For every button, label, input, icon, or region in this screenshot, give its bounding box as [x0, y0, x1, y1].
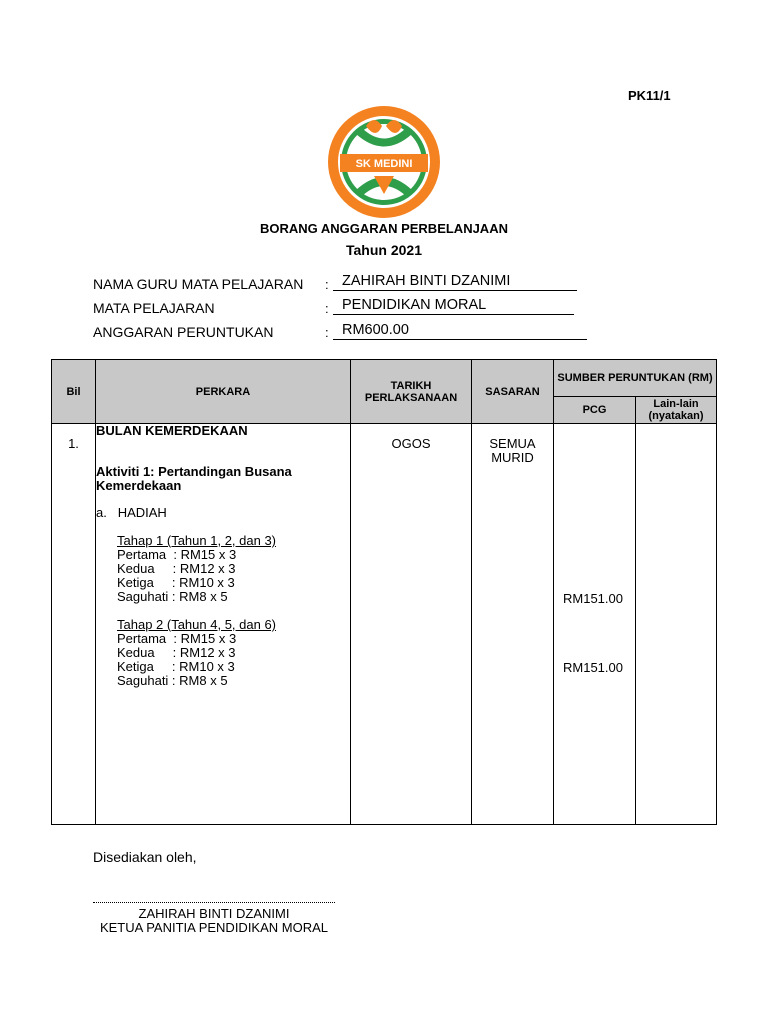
subject-colon: :	[325, 301, 329, 316]
prize-line: Pertama : RM15 x 3	[117, 547, 237, 562]
signatory-position: KETUA PANITIA PENDIDIKAN MORAL	[99, 920, 329, 935]
header-bil: Bil	[52, 360, 96, 424]
activity-title: Aktiviti 1: Pertandingan Busana Kemerdekaan	[96, 464, 292, 493]
row-sasaran: SEMUA MURID	[489, 436, 536, 465]
prepared-by-label: Disediakan oleh,	[93, 849, 197, 865]
tier-2	[96, 618, 350, 688]
tier-title: Tahap 1 (Tahun 1, 2, dan 3)	[117, 533, 277, 548]
header-tarikh: TARIKH PERLAKSANAAN	[351, 360, 472, 424]
prize-line: Saguhati : RM8 x 5	[117, 673, 228, 688]
header-sasaran: SASARAN	[472, 360, 554, 424]
form-year: Tahun 2021	[346, 242, 422, 258]
budget-label: ANGGARAN PERUNTUKAN	[93, 324, 274, 340]
sub-item-label: HADIAH	[117, 505, 167, 520]
row-bil: 1.	[68, 436, 79, 451]
cell-perkara	[96, 424, 351, 825]
prize-line: Pertama : RM15 x 3	[117, 631, 237, 646]
cell-sasaran	[472, 424, 554, 825]
budget-colon: :	[325, 325, 329, 340]
teacher-name-label: NAMA GURU MATA PELAJARAN	[93, 276, 304, 292]
header-pcg: PCG	[554, 397, 636, 424]
prize-line: Ketiga : RM10 x 3	[117, 659, 235, 674]
prize-line: Saguhati : RM8 x 5	[117, 589, 228, 604]
teacher-name-value: ZAHIRAH BINTI DZANIMI	[342, 273, 511, 289]
teacher-name-line	[333, 273, 577, 291]
school-logo	[326, 104, 442, 220]
svg-text:SK MEDINI: SK MEDINI	[355, 158, 413, 170]
cell-lain	[636, 424, 717, 825]
prize-line: Ketiga : RM10 x 3	[117, 575, 235, 590]
prize-line: Kedua : RM12 x 3	[117, 645, 236, 660]
cell-tarikh	[351, 424, 472, 825]
form-title: BORANG ANGGARAN PERBELANJAAN	[260, 221, 508, 236]
pcg-amount-tier-2: RM151.00	[563, 660, 623, 675]
signature-line	[93, 892, 335, 903]
subject-line	[333, 297, 574, 315]
cell-pcg	[554, 424, 636, 825]
sub-item-marker: a.	[96, 505, 107, 520]
form-code: PK11/1	[628, 88, 671, 103]
tier-title: Tahap 2 (Tahun 4, 5, dan 6)	[117, 617, 277, 632]
event-title: BULAN KEMERDEKAAN	[96, 423, 248, 438]
teacher-name-colon: :	[325, 277, 329, 292]
budget-value: RM600.00	[342, 322, 409, 338]
prize-line: Kedua : RM12 x 3	[117, 561, 236, 576]
header-perkara: PERKARA	[96, 360, 351, 424]
row-tarikh: OGOS	[391, 436, 431, 451]
subject-label: MATA PELAJARAN	[93, 300, 215, 316]
cell-bil	[52, 424, 96, 825]
header-lain: Lain-lain (nyatakan)	[636, 397, 717, 424]
sub-item	[96, 506, 350, 520]
budget-line	[333, 322, 587, 340]
pcg-amount-tier-1: RM151.00	[563, 591, 623, 606]
signatory-name: ZAHIRAH BINTI DZANIMI	[138, 906, 290, 921]
tier-1	[96, 534, 350, 604]
header-sumber: SUMBER PERUNTUKAN (RM)	[554, 360, 717, 397]
subject-value: PENDIDIKAN MORAL	[342, 297, 487, 313]
